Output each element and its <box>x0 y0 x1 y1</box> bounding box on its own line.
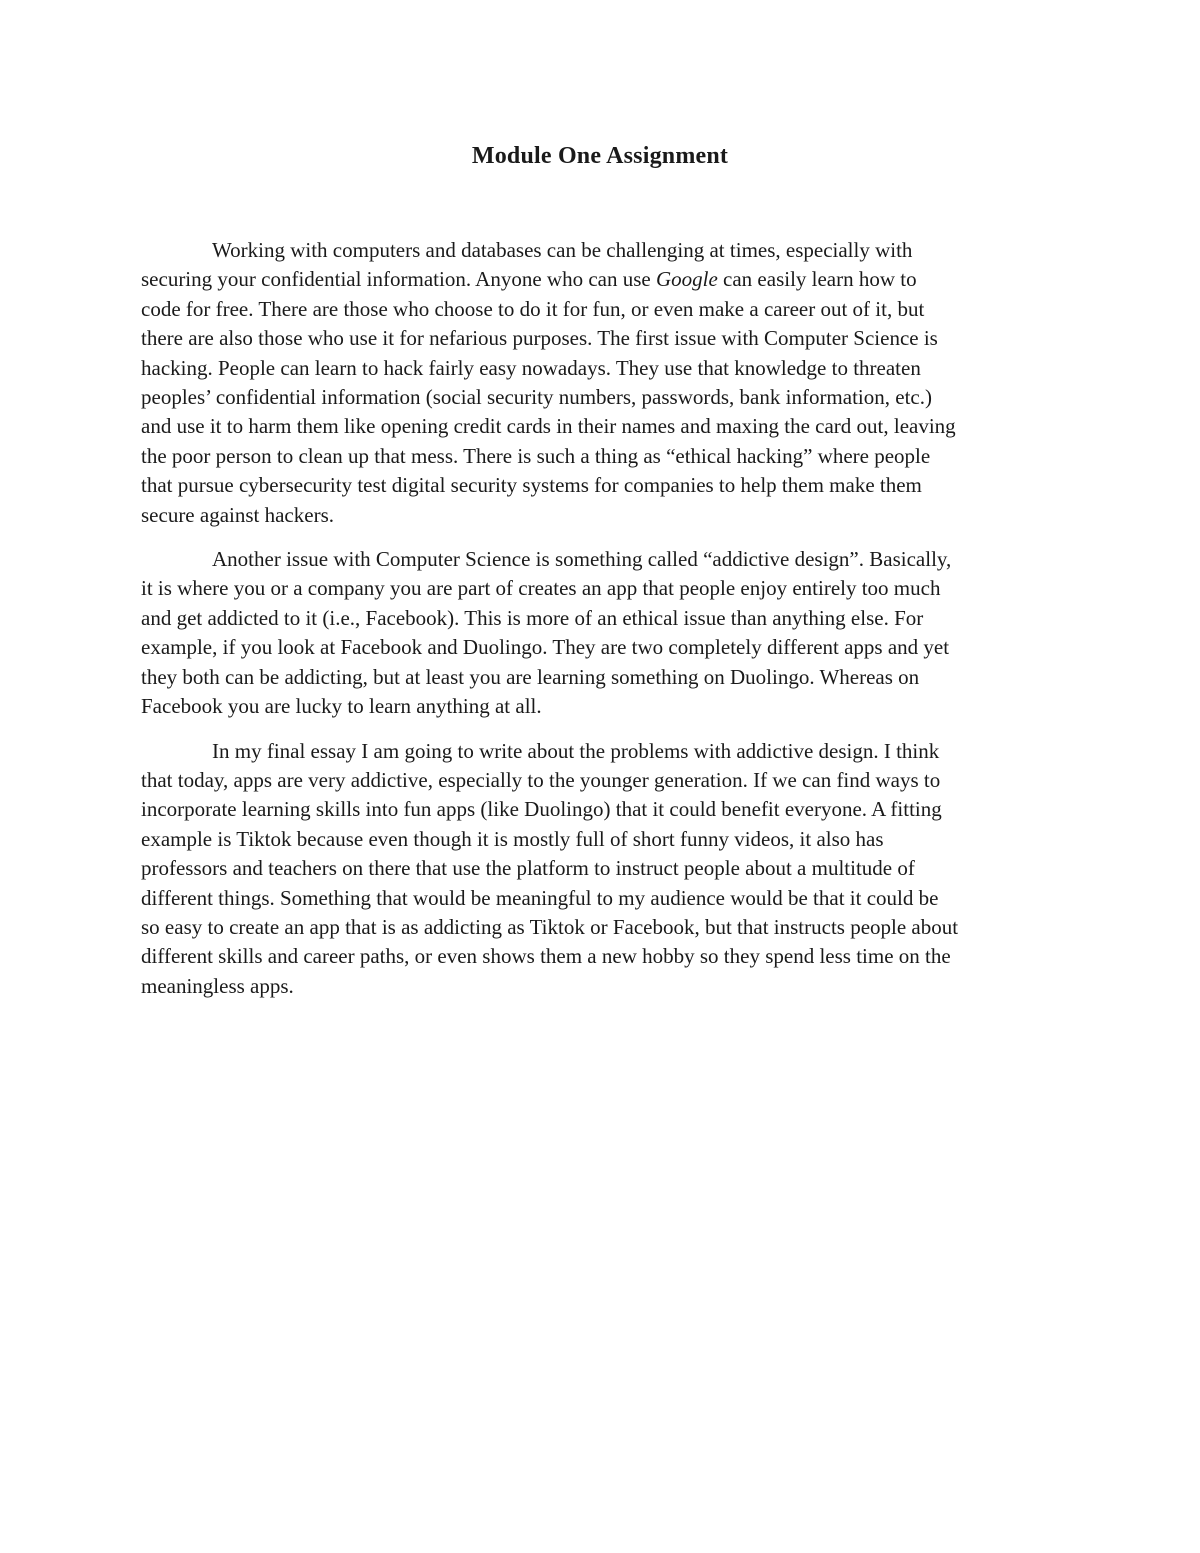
paragraph-line: peoples’ confidential information (social security numbers, passwords, bank information, etc.) <box>141 385 932 410</box>
paragraph-line: example, if you look at Facebook and Duolingo. They are two completely different apps and yet <box>141 635 950 660</box>
paragraph-line: professors and teachers on there that use the platform to instruct people about a multitude of <box>141 856 915 881</box>
line-text: can easily learn how to <box>717 267 917 292</box>
paragraph-3 <box>141 737 1063 1002</box>
paragraph-line: the poor person to clean up that mess. There is such a thing as “ethical hacking” where people <box>141 443 931 468</box>
paragraph-line: different skills and career paths, or even shows them a new hobby so they spend less time on the <box>141 944 951 969</box>
paragraph-line: that today, apps are very addictive, especially to the younger generation. If we can find ways to <box>141 767 941 792</box>
paragraph-line: that pursue cybersecurity test digital security systems for companies to help them make them <box>141 473 922 498</box>
line-text: securing your confidential information. Anyone who can use <box>141 267 656 292</box>
document-title: Module One Assignment <box>471 143 729 169</box>
paragraph-line: it is where you or a company you are part of creates an app that people enjoy entirely too much <box>141 576 941 601</box>
paragraph-line: meaningless apps. <box>141 973 294 998</box>
paragraph-line: code for free. There are those who choose to do it for fun, or even make a career out of it, but <box>141 296 925 321</box>
paragraph-line: incorporate learning skills into fun apps (like Duolingo) that it could benefit everyone. A fitting <box>141 797 942 822</box>
paragraph-2 <box>141 545 1063 721</box>
paragraph-line: hacking. People can learn to hack fairly easy nowadays. They use that knowledge to threaten <box>141 355 921 380</box>
paragraph-line: Working with computers and databases can be challenging at times, especially with <box>212 238 913 262</box>
paragraph-1 <box>141 236 1063 530</box>
italic-word: Google <box>655 267 718 292</box>
paragraph-line: secure against hackers. <box>141 502 334 527</box>
paragraph-line: there are also those who use it for nefarious purposes. The first issue with Computer Science is <box>141 326 938 351</box>
paragraph-line: they both can be addicting, but at least you are learning something on Duolingo. Whereas on <box>141 664 920 689</box>
paragraph-line: and use it to harm them like opening credit cards in their names and maxing the card out, leaving <box>141 414 956 439</box>
paragraph-line <box>141 265 1063 294</box>
paragraph-line: Another issue with Computer Science is something called “addictive design”. Basically, <box>212 547 952 572</box>
paragraph-line: In my final essay I am going to write about the problems with addictive design. I think <box>212 738 940 763</box>
paragraph-line: Facebook you are lucky to learn anything at all. <box>141 694 542 719</box>
paragraph-line: and get addicted to it (i.e., Facebook). This is more of an ethical issue than anything else. For <box>141 605 924 630</box>
paragraph-line: so easy to create an app that is as addicting as Tiktok or Facebook, but that instructs people about <box>141 914 959 939</box>
paragraph-line: example is Tiktok because even though it is mostly full of short funny videos, it also has <box>141 826 884 851</box>
paragraph-line: different things. Something that would be meaningful to my audience would be that it could be <box>141 885 939 910</box>
document-body <box>141 236 1063 1016</box>
